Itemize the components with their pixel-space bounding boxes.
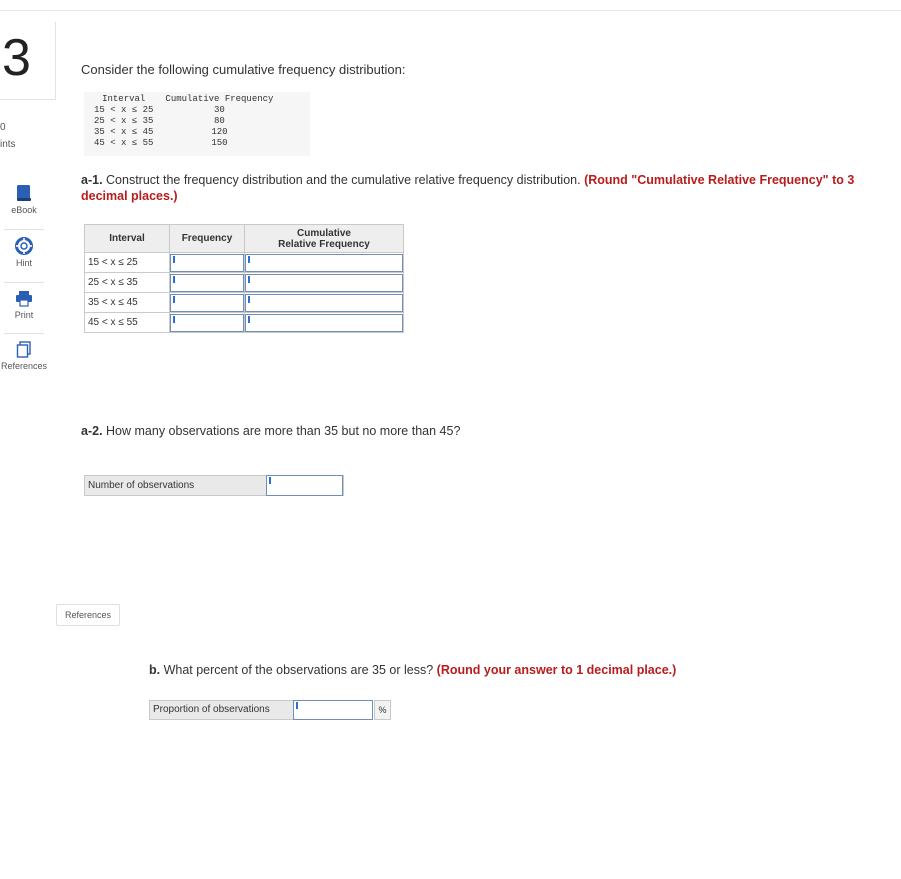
frequency-input-cell[interactable] — [170, 293, 245, 313]
table-row — [85, 313, 404, 333]
frequency-distribution-table — [84, 224, 404, 333]
fd-header-crf — [245, 225, 404, 253]
fd-header-interval: Interval — [85, 225, 170, 253]
points-label: ints — [0, 139, 16, 150]
fd-header-crf-line1: Cumulative — [297, 227, 351, 239]
table-row — [88, 116, 279, 127]
proportion-of-observations-input[interactable] — [293, 700, 373, 720]
hint-button[interactable] — [0, 237, 48, 268]
given-cf: 30 — [214, 105, 225, 115]
fd-interval: 15 < x ≤ 25 — [85, 253, 170, 273]
question-number: 3 — [2, 29, 31, 87]
given-interval: 15 < x ≤ 25 — [94, 105, 154, 115]
part-a2-text: How many observations are more than 35 but no more than 45? — [102, 424, 461, 438]
crf-input-cell[interactable] — [245, 313, 404, 333]
book-icon — [16, 184, 32, 202]
cumulative-frequency-table — [88, 94, 279, 149]
print-button[interactable] — [0, 290, 48, 320]
proportion-of-observations-label: Proportion of observations — [153, 704, 270, 715]
crf-input-cell[interactable] — [245, 253, 404, 273]
references-sidebar-label: References — [0, 361, 48, 371]
references-sidebar-button[interactable] — [0, 341, 48, 371]
crf-input[interactable] — [245, 294, 403, 312]
lifebuoy-icon — [15, 237, 33, 255]
frequency-input[interactable] — [170, 314, 244, 332]
given-interval: 35 < x ≤ 45 — [94, 127, 154, 137]
table-row — [88, 127, 279, 138]
fd-interval: 35 < x ≤ 45 — [85, 293, 170, 313]
part-a1-note: (Round "Cumulative Relative Frequency" to 3 decimal places.) — [81, 173, 855, 203]
fd-interval: 25 < x ≤ 35 — [85, 273, 170, 293]
part-a1-text: Construct the frequency distribution and the cumulative relative frequency distribution. — [102, 173, 581, 187]
fd-interval: 45 < x ≤ 55 — [85, 313, 170, 333]
table-row — [85, 293, 404, 313]
crf-input[interactable] — [245, 254, 403, 272]
crf-input[interactable] — [245, 314, 403, 332]
top-divider — [0, 10, 901, 11]
printer-icon — [15, 290, 33, 307]
frequency-input-cell[interactable] — [170, 273, 245, 293]
crf-input-cell[interactable] — [245, 293, 404, 313]
table-row — [85, 253, 404, 273]
hint-label: Hint — [15, 258, 32, 268]
part-a1-label: a-1. — [81, 173, 103, 187]
table-row — [85, 273, 404, 293]
number-of-observations-label: Number of observations — [88, 480, 195, 491]
part-a1-instructions — [81, 172, 881, 204]
percent-unit: % — [374, 700, 391, 720]
part-b-question — [149, 663, 676, 677]
part-a2-label: a-2. — [81, 424, 103, 438]
frequency-input-cell[interactable] — [170, 313, 245, 333]
proportion-of-observations-field — [149, 700, 371, 720]
frequency-input[interactable] — [170, 274, 244, 292]
tool-divider — [4, 229, 44, 230]
references-button[interactable]: References — [56, 604, 120, 626]
fd-header-frequency: Frequency — [170, 225, 245, 253]
part-b-note: (Round your answer to 1 decimal place.) — [433, 663, 677, 677]
number-of-observations-field — [84, 475, 344, 496]
given-interval: 25 < x ≤ 35 — [94, 116, 154, 126]
given-cf: 120 — [211, 127, 228, 137]
table-row — [88, 138, 279, 149]
question-prompt: Consider the following cumulative frequency distribution: — [81, 62, 406, 77]
part-b-text: What percent of the observations are 35 or less? — [160, 663, 434, 677]
documents-icon — [16, 341, 32, 358]
frequency-input-cell[interactable] — [170, 253, 245, 273]
frequency-input[interactable] — [170, 254, 244, 272]
ebook-label: eBook — [11, 205, 37, 215]
points-value: 0 — [0, 122, 6, 133]
given-header-interval: Interval — [102, 94, 146, 104]
tool-divider — [4, 282, 44, 283]
frequency-input[interactable] — [170, 294, 244, 312]
given-cf: 150 — [211, 138, 228, 148]
given-cf: 80 — [214, 116, 225, 126]
crf-input-cell[interactable] — [245, 273, 404, 293]
tool-divider — [4, 333, 44, 334]
table-row — [88, 105, 279, 116]
given-interval: 45 < x ≤ 55 — [94, 138, 154, 148]
part-a2-question — [81, 424, 460, 438]
given-header-cf: Cumulative Frequency — [165, 94, 274, 104]
number-of-observations-input[interactable] — [266, 475, 343, 496]
print-label: Print — [14, 310, 34, 320]
crf-input[interactable] — [245, 274, 403, 292]
fd-header-crf-line2: Relative Frequency — [278, 238, 370, 250]
ebook-button[interactable] — [0, 184, 48, 215]
part-b-label: b. — [149, 663, 161, 677]
